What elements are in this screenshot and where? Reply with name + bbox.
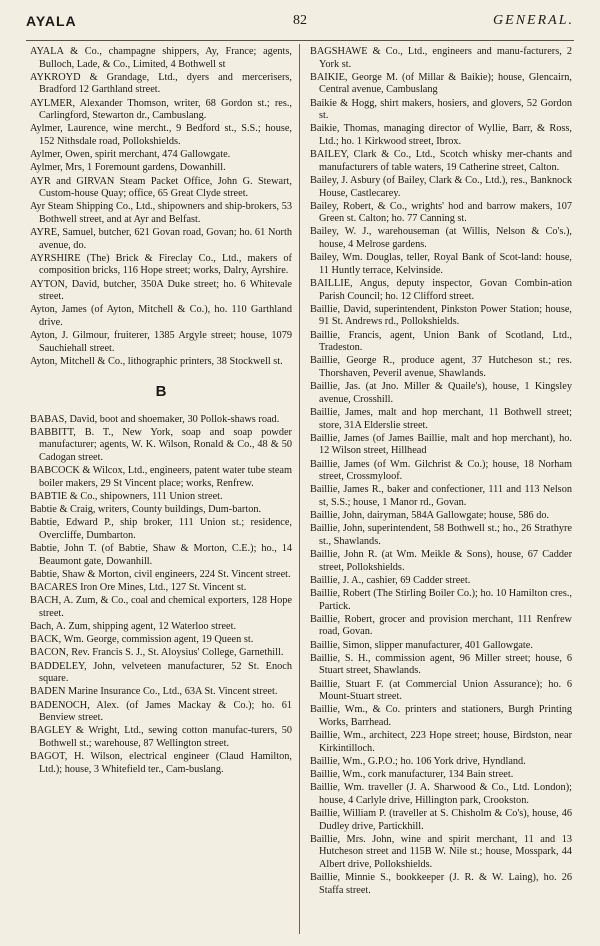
directory-entry: Baillie, Francis, agent, Union Bank of Scotland, Ltd., Tradeston. <box>310 329 572 354</box>
right-entries <box>310 46 572 897</box>
directory-entry: Baillie, Simon, slipper manufacturer, 401 Gallowgate. <box>310 639 533 651</box>
directory-entry: AYR and GIRVAN Steam Packet Office, John G. Stewart, Custom-house Quay; office, 65 Great Clyde street. <box>30 175 292 200</box>
directory-entry: BAGOT, H. Wilson, electrical engineer (Claud Hamilton, Ltd.); house, 3 Whitefield ter., Cam-buslang. <box>30 751 292 775</box>
directory-entry: BACON, Rev. Francis S. J., St. Aloysius' College, Garnethill. <box>30 647 284 659</box>
directory-entry: Baillie, Minnie S., bookkeeper (J. R. & W. Laing), ho. 26 Staffa street. <box>310 872 572 896</box>
directory-entry: Aylmer, Laurence, wine mercht., 9 Bedford st., S.S.; house, 152 Nithsdale road, Pollokshields. <box>30 123 292 147</box>
directory-entry: Baillie, David, superintendent, Pinkston Power Station; house, 91 St. Andrews rd., Pollokshields. <box>310 303 572 328</box>
directory-entry: Baillie, James R., baker and confectioner, 111 and 113 Nelson st, S.S.; house, 1 Manor rd., Govan. <box>310 484 572 508</box>
right-column <box>310 46 572 898</box>
directory-entry: Baillie, John R. (at Wm. Meikle & Sons), house, 67 Cadder street, Pollokshields. <box>310 549 572 573</box>
page-number: 82 <box>293 13 307 28</box>
section-letter: B <box>155 382 167 400</box>
directory-entry: AYRE, Samuel, butcher, 621 Govan road, Govan; ho. 61 North avenue, do. <box>30 227 292 251</box>
directory-entry: Baillie, S. H., commission agent, 96 Miller street; house, 6 Stuart street, Shawlands. <box>310 652 572 677</box>
directory-entry: Baillie, William P. (traveller at S. Chisholm & Co's), house, 46 Dudley drive, Partickhill. <box>310 808 572 832</box>
header-running-head: AYALA <box>26 13 77 29</box>
directory-entry: Aylmer, Owen, spirit merchant, 474 Gallowgate. <box>30 149 231 161</box>
directory-entry: Baillie, Wm., architect, 223 Hope street; house, Birdston, near Kirkintilloch. <box>310 730 572 754</box>
directory-entry: Baillie, John, superintendent, 58 Bothwell st.; ho., 26 Strathyre st., Shawlands. <box>310 523 572 547</box>
directory-entry: Baillie, James, malt and hop merchant, 11 Bothwell street; store, 31A Elderslie street. <box>310 406 572 431</box>
directory-entry: Bailey, Wm. Douglas, teller, Royal Bank of Scot-land: house, 11 Huntly terrace, Kelvinside. <box>310 252 572 276</box>
directory-entry: Aylmer, Mrs, 1 Foremount gardens, Dowanhill. <box>30 162 226 174</box>
directory-entry: Bailey, W. J., warehouseman (at Willis, Nelson & Co's.), house, 4 Melrose gardens. <box>310 226 572 251</box>
directory-entry: Bailey, J. Asbury (of Bailey, Clark & Co., Ltd.), res., Banknock House, Castlecarey. <box>310 174 572 199</box>
directory-entry: Bailey, Robert, & Co., wrights' hod and barrow makers, 107 Green st. Calton; ho. 77 Canning st. <box>310 200 572 225</box>
directory-entry: BADENOCH, Alex. (of James Mackay & Co.); ho. 61 Benview street. <box>30 699 292 724</box>
directory-entry: Baillie, Robert, grocer and provision merchant, 111 Renfrew road, Govan. <box>310 613 572 638</box>
directory-entry: Baillie, Wm., cork manufacturer, 134 Bain street. <box>310 769 514 781</box>
header-rule <box>26 40 574 41</box>
directory-entry: Babtie, Edward P., ship broker, 111 Union st.; residence, Overcliffe, Dumbarton. <box>30 517 292 541</box>
directory-entry: Baikie, Thomas, managing director of Wyllie, Barr, & Ross, Ltd.; ho. 1 Kirkwood street, Ibrox. <box>310 123 572 147</box>
directory-entry: BAGLEY & Wright, Ltd., sewing cotton manufac-turers, 50 Bothwell st.; warehouse, 87 Wellington street. <box>30 725 292 749</box>
directory-entry: BADEN Marine Insurance Co., Ltd., 63A St. Vincent street. <box>30 686 278 698</box>
directory-entry: BACH, A. Zum, & Co., coal and chemical exporters, 128 Hope street. <box>30 595 292 619</box>
directory-entry: Babtie & Craig, writers, County buildings, Dum-barton. <box>30 504 262 516</box>
directory-entry: BACARES Iron Ore Mines, Ltd., 127 St. Vincent st. <box>30 582 247 594</box>
directory-entry: Ayr Steam Shipping Co., Ltd., shipowners and ship-brokers, 53 Bothwell street, and at Ayr and Belfast. <box>30 201 292 225</box>
directory-entry: Baillie, Wm. traveller (J. A. Sharwood & Co., Ltd. London); house, 4 Carlyle drive, Hillington park, Crookston. <box>310 782 572 806</box>
directory-entry: BABTIE & Co., shipowners, 111 Union street. <box>30 490 223 502</box>
column-divider <box>299 44 300 934</box>
directory-entry: Baillie, Stuart F. (at Commercial Union Assurance); ho. 6 Mount-Stuart street. <box>310 678 572 703</box>
directory-entry: BAILLIE, Angus, deputy inspector, Govan Combin-ation Parish Council; ho. 12 Clifford street. <box>310 278 572 302</box>
directory-entry: AYLMER, Alexander Thomson, writer, 68 Gordon st.; res., Carlingford, Stewarton dr., Cambuslang. <box>30 97 292 122</box>
directory-entry: Baillie, James (of Wm. Gilchrist & Co.); house, 18 Norham street, Crossmyloof. <box>310 458 572 483</box>
directory-entry: Baillie, Mrs. John, wine and spirit merchant, 11 and 13 Hutcheson street and 115B W. Nile st.; house, Mosspark, 44 Albert drive, Pollokshields. <box>310 833 572 870</box>
directory-entry: Ayton, Mitchell & Co., lithographic printers, 38 Stockwell st. <box>30 355 283 367</box>
page-header <box>26 10 574 32</box>
directory-entry: Baillie, Jas. (at Jno. Miller & Quaile's), house, 1 Kingsley avenue, Crosshill. <box>310 381 572 405</box>
directory-entry: BABBITT, B. T., New York, soap and soap powder manufacturer; agents, W. K. Wilson, Ronald & Co., 48 & 50 Cadogan street. <box>30 426 292 463</box>
directory-entry: BABCOCK & Wilcox, Ltd., engineers, patent water tube steam boiler makers, 29 St Vincent place; works, Renfrew. <box>30 465 292 489</box>
directory-entry: Baillie, Robert (The Stirling Boiler Co.); ho. 10 Hamilton cres., Partick. <box>310 588 572 612</box>
header-section-title: GENERAL. <box>493 13 574 28</box>
directory-entry: AYTON, David, butcher, 350A Duke street; ho. 6 Whitevale street. <box>30 278 292 303</box>
directory-entry: Baillie, Wm., G.P.O.; ho. 106 York drive, Hyndland. <box>310 755 526 767</box>
directory-entry: Babtie, Shaw & Morton, civil engineers, 224 St. Vincent street. <box>30 568 291 580</box>
directory-entry: Baillie, James (of James Baillie, malt and hop merchant), ho. 12 Wilson street, Hillhead <box>310 432 572 457</box>
directory-entry: Ayton, James (of Ayton, Mitchell & Co.), ho. 110 Garthland drive. <box>30 304 292 328</box>
directory-entry: AYRSHIRE (The) Brick & Fireclay Co., Ltd., makers of composition bricks, 116 Hope street; works, Dalry, Ayrshire. <box>30 252 292 277</box>
directory-entry: BACK, Wm. George, commission agent, 19 Queen st. <box>30 634 254 646</box>
directory-entry: BAGSHAWE & Co., Ltd., engineers and manu-facturers, 2 York st. <box>310 46 572 70</box>
directory-entry: Babtie, John T. (of Babtie, Shaw & Morton, C.E.); ho., 14 Beaumont gate, Dowanhill. <box>30 543 292 567</box>
directory-entry: BABAS, David, boot and shoemaker, 30 Pollok-shaws road. <box>30 413 280 425</box>
left-entries-b <box>30 414 292 777</box>
directory-entry: Baillie, John, dairyman, 584A Gallowgate; house, 586 do. <box>310 510 550 522</box>
directory-entry: AYALA & Co., champagne shippers, Ay, France; agents, Bulloch, Lade, & Co., Limited, 4 Bothwell st <box>30 46 292 70</box>
directory-entry: Baikie & Hogg, shirt makers, hosiers, and glovers, 52 Gordon st. <box>310 97 572 122</box>
directory-entry: BAIKIE, George M. (of Millar & Baikie); house, Glencairn, Central avenue, Cambuslang <box>310 71 572 96</box>
directory-entry: Baillie, J. A., cashier, 69 Cadder street. <box>310 574 471 586</box>
directory-entry: AYKROYD & Grandage, Ltd., dyers and mercerisers, Bradford 12 Garthland street. <box>30 71 292 96</box>
directory-entry: Baillie, Wm., & Co. printers and stationers, Burgh Printing Works, Barrhead. <box>310 704 572 728</box>
directory-entry: BADDELEY, John, velveteen manufacturer, 52 St. Enoch square. <box>30 660 292 685</box>
directory-entry: Bach, A. Zum, shipping agent, 12 Waterloo street. <box>30 621 237 632</box>
left-entries-a <box>30 46 292 369</box>
directory-entry: Baillie, George R., produce agent, 37 Hutcheson st.; res. Thorshaven, Peveril avenue, Shawlands. <box>310 355 572 379</box>
directory-entry: BAILEY, Clark & Co., Ltd., Scotch whisky mer-chants and manufacturers of table waters, 19 Catherine street, Calton. <box>310 149 572 173</box>
directory-entry: Ayton, J. Gilmour, fruiterer, 1385 Argyle street; house, 1079 Sauchiehall street. <box>30 330 292 354</box>
left-column <box>30 46 292 777</box>
